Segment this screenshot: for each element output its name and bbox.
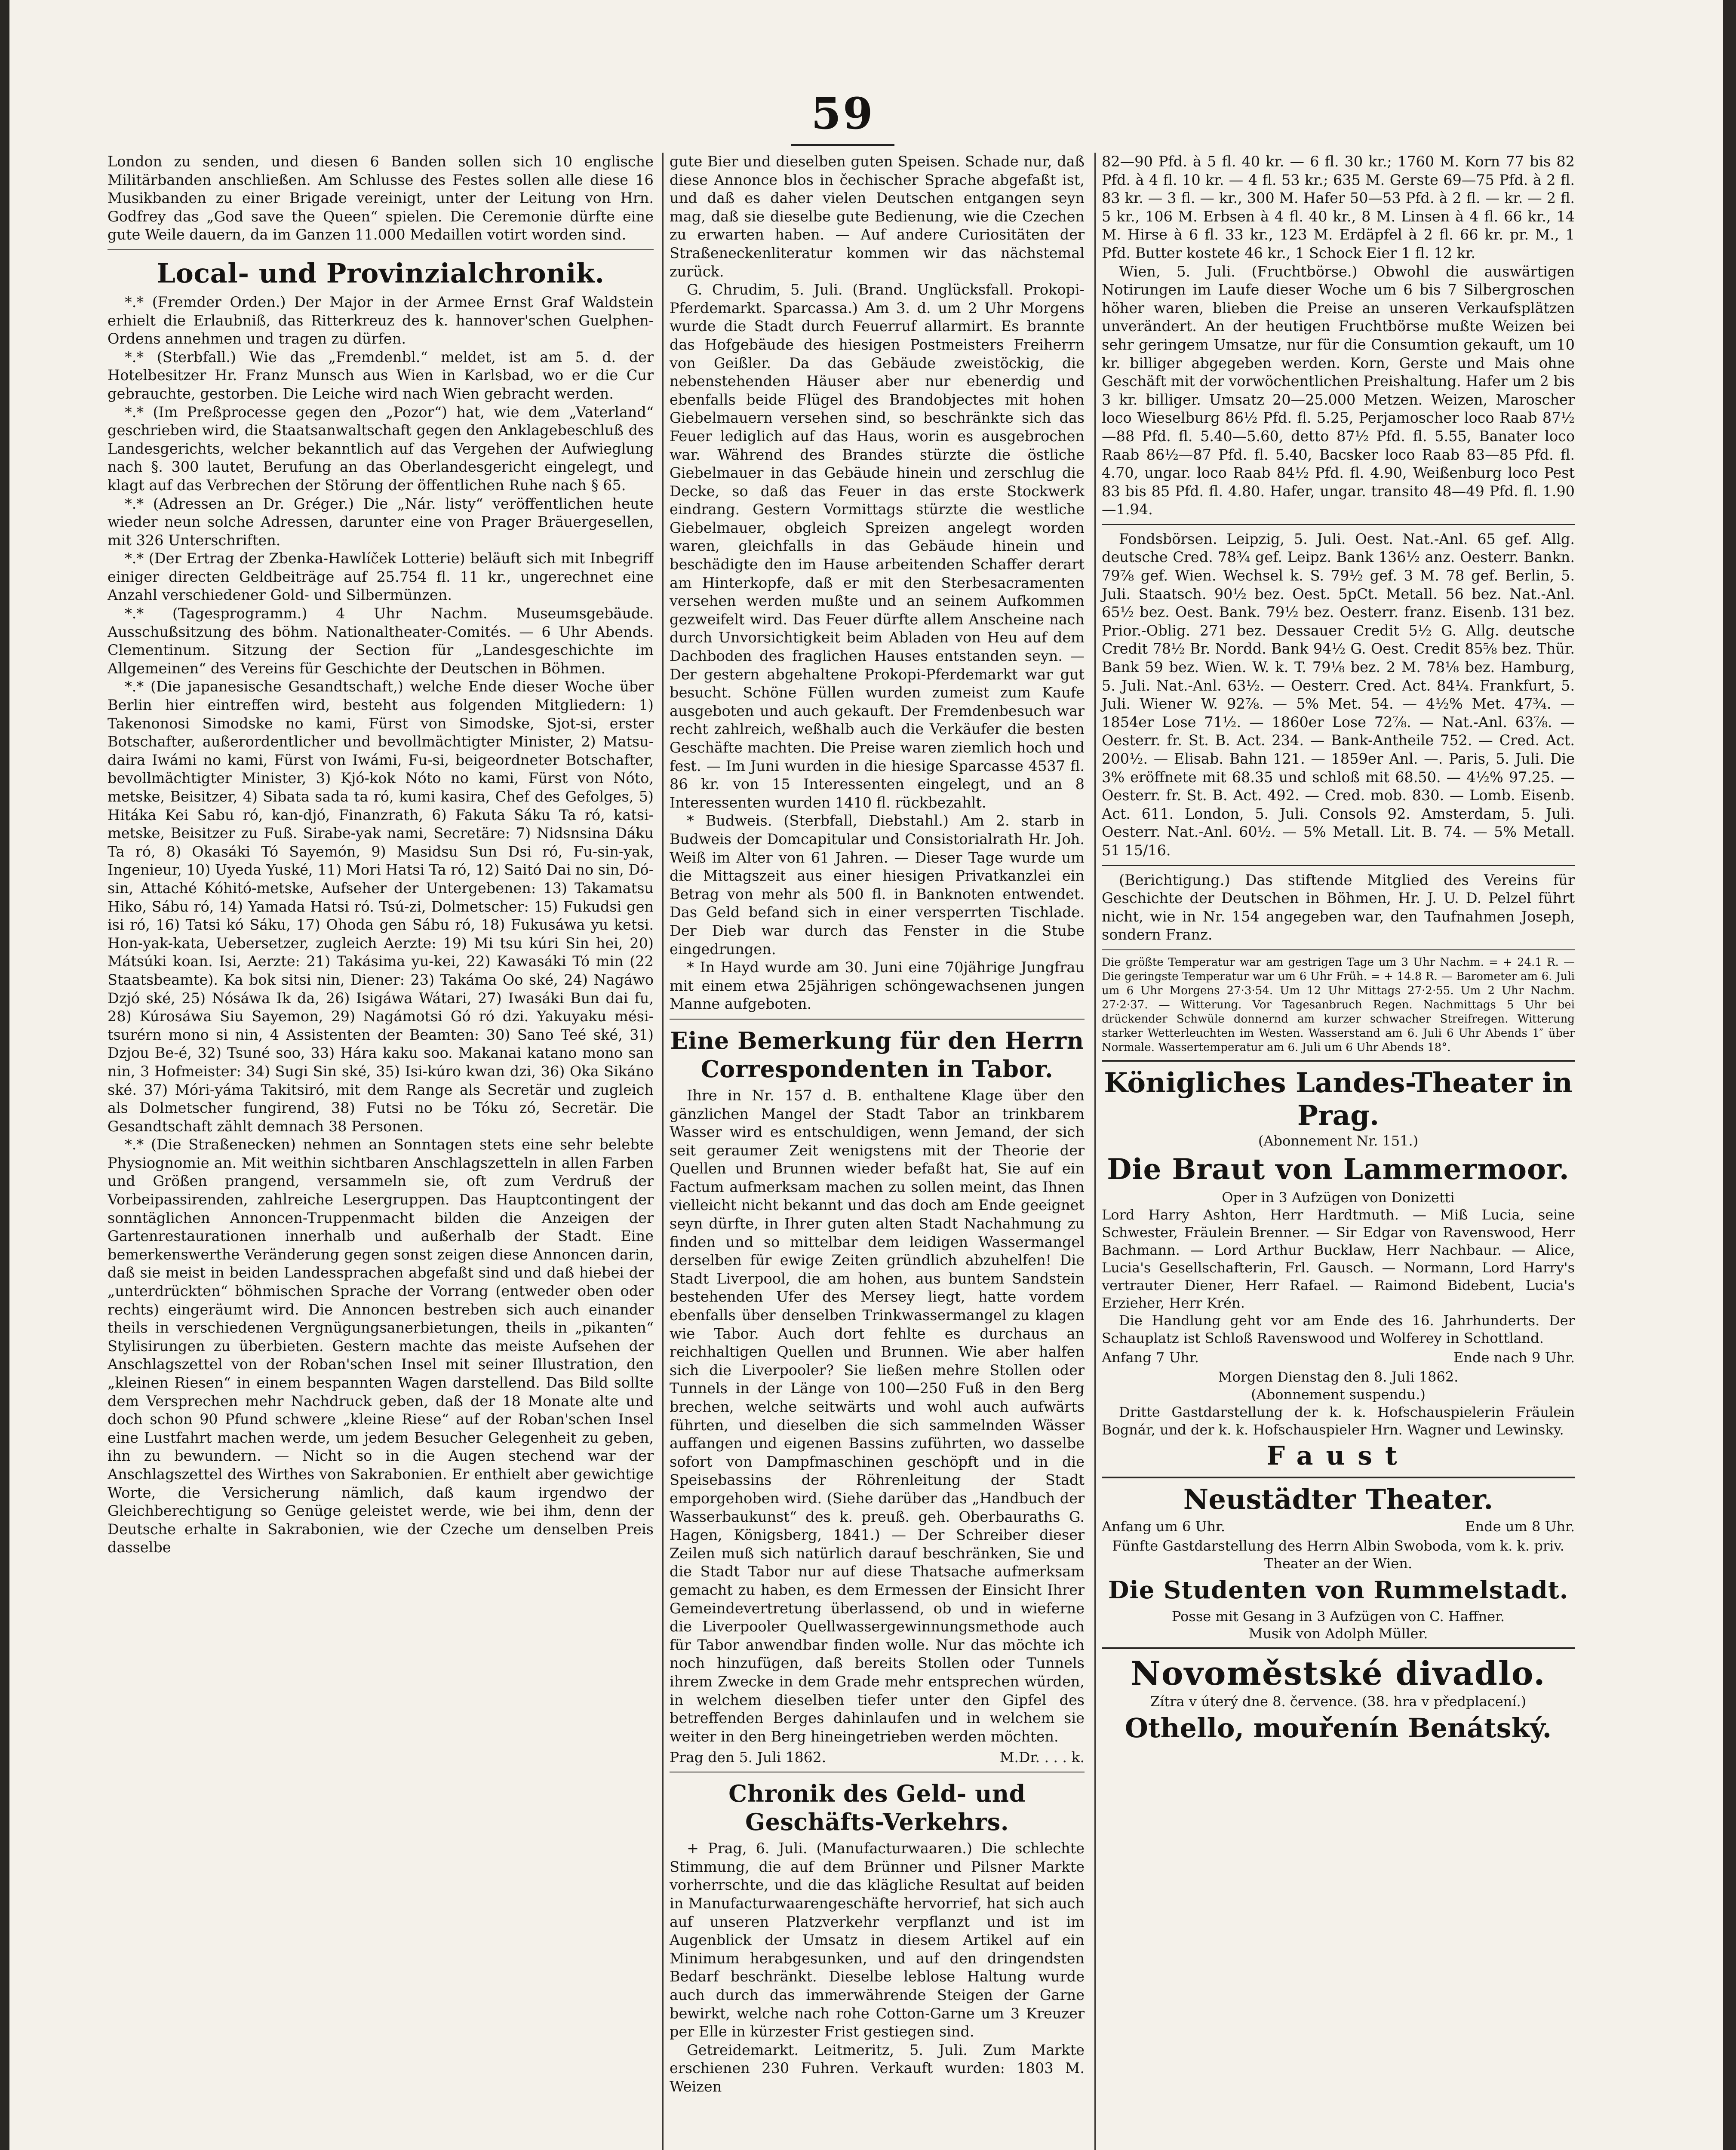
column-2 [662, 153, 1085, 2150]
weather-report: Die größte Temperatur war am gestrigen Tage um 3 Uhr Nachm. = + 24.1 R. — Die geringste Temperatur war um 6 Uhr Früh. = + 14.8 R. — Barometer am 6. Juli um 6 Uhr Morgens 27·3·54. Um 12 Uhr Mittags 27·2·55. Um 2 Uhr Nachm. 27·2·37. — Witterung. Vor Tagesanbruch Regen. Nachmittags 5 Uhr bei drückender Schwüle donnernd am kurzer schwacher Streifregen. Witterung starker Wetterleuchten im Westen. Wasserstand am 6. Juli 6 Uhr Abends 1″ über Normale. Wassertemperatur am 6. Juli um 6 Uhr Abends 18°. [1102, 955, 1575, 1054]
section-heading-local-chronicle: Local- und Provinzialchronik. [157, 257, 605, 289]
news-item: *.* (Im Preßprocesse gegen den „Pozor“) hat, wie dem „Vaterland“ geschrieben wird, die Staatsanwaltschaft gegen den Anklagebeschluß des Landesgerichts, welcher bekanntlich auf das Vergehen der Aufwieglung nach §. 300 lautet, Berufung an das Oberlandesgericht eingelegt, und klagt auf das Verbrechen der Störung der öffentlichen Ruhe nach § 65. [108, 403, 654, 494]
news-item: * In Hayd wurde am 30. Juni eine 70jährige Jungfrau mit einem etwa 25jährigen schöngewachsenen jungen Manne aufgeboten. [670, 959, 1085, 1013]
theatre-ad-novomestske [1102, 1654, 1575, 1745]
divider [1102, 865, 1575, 866]
divider [670, 1019, 1085, 1020]
show-times [1102, 1349, 1575, 1367]
news-item: *.* (Sterbfall.) Wie das „Fremdenbl.“ meldet, ist am 5. d. der Hotelbesitzer Hr. Franz Munsch aus Wien in Karlsbad, wo er die Cur gebrauchte, gestorben. Die Leiche wird nach Wien gebracht werden. [108, 348, 654, 402]
page-number: 59 [811, 88, 875, 139]
col1-intro: London zu senden, und diesen 6 Banden sollen sich 10 englische Militärbanden anschließen. Am Schlusse des Festes sollen alle diese 16 Musikbanden zu einer Brigade vereinigt, unter der Leitung von Hrn. Godfrey das „God save the Queen“ spielen. Die Ceremonie dürfte eine gute Weile dauern, da im Ganzen 11.000 Medaillen votirt worden sind. [108, 153, 654, 243]
market-report: Getreidemarkt. Leitmeritz, 5. Juli. Zum Markte erschienen 230 Fuhren. Verkauft wurden: 1803 M. Weizen [670, 2041, 1085, 2095]
news-item: *.* (Der Ertrag der Zbenka-Hawlíček Lotterie) beläuft sich mit Inbegriff einiger directen Geldbeiträge auf 25.754 fl. 11 kr., ungerechnet eine Anzahl verschiedener Gold- und Silbermünzen. [108, 550, 654, 604]
play-title: Die Braut von Lammermoor. [1107, 1152, 1570, 1186]
divider [1102, 1477, 1575, 1478]
news-item: *.* (Die Straßenecken) nehmen an Sonntagen stets eine sehr belebte Physiognomie an. Mit weithin sichtbaren Anschlagszetteln in allen Farben und Größen prangend, versammeln sie, oft zum Verdruß der Vorbeipassirenden, zahlreiche Lesergruppen. Das Hauptcontingent der sonntäglichen Annoncen-Truppenmacht bilden die Anzeigen der Gartenrestaurationen innerhalb und außerhalb der Stadt. Eine bemerkenswerthe Veränderung gegen sonst zeigen diese Annoncen darin, daß sie meist in beiden Landessprachen abgefaßt sind und daß hiebei der „unterdrückten“ böhmischen Sprache der Vorrang (entweder oben oder rechts) eingeräumt wird. Die Annoncen bestreben sich auch einander theils in verschiedenen Vergnügungsanerbietungen, theils in „pikanten“ Stylisirungen zu überbieten. Gestern machte das meiste Aufsehen der Anschlagszettel von der Roban'schen Insel mit seiner Illustration, den „kleinen Riesen“ in einem bespannten Wagen darstellend. Das Bild sollte dem Versprechen mehr Nachdruck geben, daß der 18 Monate alte und doch schon 90 Pfund schwere „kleine Riese“ auf der Roban'schen Insel eine Lustfahrt machen werde, um jedem Besucher Gelegenheit zu geben, ihn zu bewundern. — Nicht so in die Augen stechend war der Anschlagszettel des Wirthes von Sakrabonien. Er enthielt aber gewichtige Worte, die Versicherung nämlich, daß kaum irgendwo der Gleichberechtigung so Genüge geleistet werde, wie bei ihm, denn der Deutsche erhalte in Sakrabonien, wie der Czeche um denselben Preis dasselbe [108, 1136, 654, 1556]
bemerkung-text: Ihre in Nr. 157 d. B. enthaltene Klage über den gänzlichen Mangel der Stadt Tabor an trinkbarem Wasser wird es entschuldigen, wenn Jemand, der sich seit geraumer Zeit wenigstens mit der Theorie der Quellen und Brunnen wieder befaßt hat, Sie auf ein Factum aufmerksam machen zu sollen meint, das Ihnen vielleicht nicht bekannt und das doch am Ende geeignet seyn dürfte, in Ihrer guten alten Stadt Nachahmung zu finden und so mittelbar dem leidigen Wassermangel derselben für ewige Zeiten gründlich abzuhelfen! Die Stadt Liverpool, die am hohen, aus buntem Sandstein bestehenden Ufer des Mersey liegt, hatte vordem ebenfalls über denselben Trinkwassermangel zu klagen wie Tabor. Auch dort fehlte es durchaus an reichhaltigen Quellen und Brunnen. Wie aber halfen sich die Liverpooler? Sie ließen mehre Stollen oder Tunnels in der Länge von 100—250 Fuß in den Berg brechen, welche seitwärts und wohl auch aufwärts führten, und dieselben die sich sammelnden Wässer auffangen und eigenen Bassins zuführten, wo dasselbe sofort von Dampfmaschinen geschöpft und in die Speisebassins der Röhrenleitung der Stadt emporgehoben wird. (Siehe darüber das „Handbuch der Wasserbaukunst“ des k. preuß. geh. Oberbauraths G. Hagen, Königsberg, 1841.) — Der Schreiber dieser Zeilen muß sich natürlich darauf beschränken, Sie und die Stadt Tabor nur auf diese Thatsache aufmerksam gemacht zu haben, es dem Ermessen der Einsicht Ihrer Gemeindevertretung überlassend, ob und in wieferne die Liverpooler Quellwassergewinnungsmethode auch für Tabor anwendbar finden wolle. Nur das möchte ich noch hinzufügen, daß bereits Stollen oder Tunnels ihrem Zwecke in dem Grade mehr entsprechen würden, in welchem dieselben tiefer unter den Gipfel des betreffenden Berges dahinlaufen und in welchem sie weiter in den Berg hineingetrieben werden möchten. [670, 1087, 1085, 1745]
signature-name: M.Dr. . . . k. [999, 1749, 1085, 1766]
next-performance-text: Dritte Gastdarstellung der k. k. Hofschauspielerin Fräulein Bognár, und der k. k. Hofschauspieler Hrn. Wagner und Lewinsky. [1102, 1404, 1575, 1438]
theatre-ad-neustaedter [1102, 1484, 1575, 1642]
news-item: *.* (Adressen an Dr. Gréger.) Die „Nár. listy“ veröffentlichen heute wieder neun solche Adressen, darunter eine von Prager Bräuergesellen, mit 326 Unterschriften. [108, 495, 654, 549]
theatre-name: Neustädter Theater. [1183, 1483, 1493, 1516]
news-item: *.* (Fremder Orden.) Der Major in der Armee Ernst Graf Waldstein erhielt die Erlaubniß, das Ritterkreuz des k. hannover'schen Guelphen-Ordens annehmen und tragen zu dürfen. [108, 293, 654, 347]
divider [108, 249, 654, 250]
column-3 [1094, 153, 1575, 2150]
correction-notice: (Berichtigung.) Das stiftende Mitglied des Vereins für Geschichte der Deutschen in Böhmen, Hr. J. U. D. Pelzel führt nicht, wie in Nr. 154 angegeben war, den Taufnahmen Joseph, sondern Franz. [1102, 871, 1575, 943]
play-title: Die Studenten von Rummelstadt. [1108, 1576, 1569, 1604]
section-heading-geld-verkehr: Chronik des Geld- und Geschäfts-Verkehrs. [728, 1780, 1026, 1836]
performance-date: Zítra v úterý dne 8. července. (38. hra v předplacení.) [1150, 1693, 1527, 1710]
section-heading-bemerkung: Eine Bemerkung für den Herrn Correspondenten in Tabor. [670, 1026, 1084, 1083]
theatre-name: Novoměstské divadlo. [1131, 1654, 1546, 1692]
next-play-title: Faust [1266, 1440, 1410, 1471]
play-title: Othello, mouřenín Benátský. [1125, 1712, 1552, 1744]
page-number-rule [791, 144, 894, 146]
end-time: Ende nach 9 Uhr. [1453, 1349, 1575, 1366]
start-time: Anfang um 6 Uhr. [1102, 1518, 1226, 1535]
theatre-ad-landes-theater [1102, 1067, 1575, 1471]
page-edge-left [0, 0, 9, 2150]
news-item: * Budweis. (Sterbfall, Diebstahl.) Am 2. starb in Budweis der Domcapitular und Consistorialrath Hr. Joh. Weiß im Alter von 61 Jahren. — Dieser Tage wurde um die Mittagszeit aus einer hiesigen Privatkanzlei ein Betrag von mehr als 500 fl. in Banknoten entwendet. Das Geld befand sich in einer versperrten Tischlade. Der Dieb war durch das Fenster in die Stube eingedrungen. [670, 812, 1085, 958]
column-1 [108, 153, 654, 2150]
market-report: + Prag, 6. Juli. (Manufacturwaaren.) Die schlechte Stimmung, die auf dem Brünner und Pilsner Markte vorherrschte, und die das klägliche Resultat auf beiden in Manufacturwaarengeschäfte hervorrief, hat sich auch auf unseren Platzverkehr verpflanzt und ist im Augenblick der Umsatz in diesem Artikel auf ein Minimum herabgesunken, und auf den dringendsten Bedarf beschränkt. Dieselbe leblose Haltung wurde auch durch das immerwährende Steigen der Garne bewirkt, welche nach rohe Cotton-Garne um 3 Kreuzer per Elle in kürzester Frist gestiegen sind. [670, 1840, 1085, 2040]
theatre-name: Königliches Landes-Theater in Prag. [1104, 1066, 1573, 1132]
signature-place: Prag den 5. Juli 1862. [670, 1749, 827, 1766]
divider [1102, 1647, 1575, 1649]
next-performance-date: Morgen Dienstag den 8. Juli 1862. [1218, 1368, 1459, 1385]
market-report: 82—90 Pfd. à 5 fl. 40 kr. — 6 fl. 30 kr.; 1760 M. Korn 77 bis 82 Pfd. à 4 fl. 10 kr. — 4 fl. 53 kr.; 635 M. Gerste 69—75 Pfd. à 2 fl. 83 kr. — 3 fl. — kr., 300 M. Hafer 50—53 Pfd. à 2 fl. — kr. — 2 fl. 5 kr., 106 M. Erbsen à 4 fl. 40 kr., 8 M. Linsen à 4 fl. 66 kr., 14 M. Hirse à 6 fl. 33 kr., 123 M. Erdäpfel à 2 fl. 66 kr. pr. M., 1 Pfd. Butter kostete 46 kr., 1 Schock Eier 1 fl. 12 kr. [1102, 153, 1575, 261]
show-times [1102, 1518, 1575, 1536]
start-time: Anfang 7 Uhr. [1102, 1349, 1199, 1366]
news-item: *.* (Die japanesische Gesandtschaft,) welche Ende dieser Woche über Berlin hier eintreffen wird, besteht aus folgenden Mitgliedern: 1) Takenonosi Simodske no kami, Fürst von Simodske, Sjot-si, erster Botschafter, außerordentlicher und bevollmächtigter Minister, 2) Matsu-daira Iwámi no kami, Fürst von Iwámi, Fu-si, beigeordneter Botschafter, bevollmächtigter Minister, 3) Kjó-kok Nóto no kami, Fürst von Nóto, metske, Beisitzer, 4) Sibata sada ta ró, kumi kasira, Chef des Gefolges, 5) Hitáka Kei Sabu ró, kan-djó, Finanzrath, 6) Fakuta Sáku Ta ró, katsi-metske, Beisitzer zu Fuß. Sirabe-yak nami, Secretäre: 7) Nidsnsina Dáku Ta ró, 8) Okasáki Tó Sayemón, 9) Masidsu Sun Dsi ró, Fu-sin-yak, Ingenieur, 10) Uyeda Yuské, 11) Mori Hatsi Ta ró, 12) Saitó Dai no sin, Dó-sin, Attaché Kóhitó-metske, Aufseher der Untergebenen: 13) Takamatsu Hiko, Sábu ró, 14) Yamada Hatsi ró. Tsú-zi, Dolmetscher: 15) Fukudsi gen isi ró, 16) Tatsi kó Sáku, 17) Ohoda gen Sábu ró, 18) Fukusáwa yu ketsi. Hon-yak-kata, Uebersetzer, zugleich Aerzte: 19) Mi tsu kúri Sin hei, 20) Mátsúki koan. Isi, Aerzte: 21) Takásima yu-kei, 22) Kawasáki Tó min (22 Staatsbeamte). Ka bok sitsi nin, Diener: 23) Takáma Oo ské, 24) Nagáwo Dzjó ské, 25) Nósáwa Ik da, 26) Isigáwa Wátari, 27) Iwasáki Bun dai fu, 28) Kúrosáwa Siu Sayemon, 29) Nagámotsi Gó ró dzi. Yakuyaku mési-tsurérn mono si nin, 4 Assistenten der Beamten: 30) Sano Teé ské, 31) Dzjou Be-é, 32) Tsuné soo, 33) Hára kaku soo. Makanai katano mono san nin, 3 Hofmeister: 34) Sugi Sin ské, 35) Isi-kúro kwan dzi, 36) Oka Sikáno ské. 37) Móri-yáma Takitsiró, mit dem Range als Secretär und zugleich als Dolmetscher fungirend, 38) Futsi no be Tóku zó, Secretär. Die Gesandtschaft zählt demnach 38 Personen. [108, 678, 654, 1135]
divider [1102, 524, 1575, 525]
play-setting: Die Handlung geht vor am Ende des 16. Jahrhunderts. Der Schauplatz ist Schloß Ravenswood und Wolferey in Schottland. [1102, 1312, 1575, 1346]
divider [1102, 1060, 1575, 1062]
news-item: G. Chrudim, 5. Juli. (Brand. Unglücksfall. Prokopi-Pferdemarkt. Sparcassa.) Am 3. d. um 2 Uhr Morgens wurde die Stadt durch Feuerruf allarmirt. Es brannte das Hofgebäude des hiesigen Postmeisters Freiherrn von Geißler. Da das Gebäude zweistöckig, die nebenstehenden Häuser aber nur ebenerdig und ebenfalls beide Flügel des Brandobjectes mit hohen Giebelmauern versehen sind, so beschränkte sich das Feuer lediglich auf das Haus, worin es ausgebrochen war. Während des Brandes stürzte die östliche Giebelmauer in das Gebäude hinein und zerschlug die Decke, so daß das Feuer in das erste Stockwerk eindrang. Gestern Vormittags stürzte die westliche Giebelmauer, obgleich Spreizen angelegt worden waren, gleichfalls in das Gebäude hinein und beschädigte den im Hause arbeitenden Schaffer derart am Hinterkopfe, daß er mit den Sterbesacramenten versehen werden mußte und an seinem Aufkommen gezweifelt wird. Das Feuer dürfte allem Anscheine nach durch Unvorsichtigkeit beim Abladen von Heu auf dem Dachboden des fraglichen Hauses entstanden seyn. — Der gestern abgehaltene Prokopi-Pferdemarkt war gut besucht. Schöne Füllen wurden zumeist zum Kaufe ausgeboten und auch gekauft. Der Fremdenbesuch war recht zahlreich, weßhalb auch die Verkäufer die besten Geschäfte machten. Die Preise waren ziemlich hoch und fest. — Im Juni wurden in die hiesige Sparcasse 4537 fl. 86 kr. von 15 Interessenten eingelegt, und an 8 Interessenten wurden 1410 fl. rückbezahlt. [670, 281, 1085, 811]
cast-list: Lord Harry Ashton, Herr Hardtmuth. — Miß Lucia, seine Schwester, Fräulein Brenner. — Sir Edgar von Ravenswood, Herr Bachmann. — Lord Arthur Bucklaw, Herr Nachbaur. — Alice, Lucia's Gesellschafterin, Frl. Gausch. — Normann, Lord Harry's vertrauter Diener, Herr Rafael. — Raimond Bidebent, Lucia's Erzieher, Herr Krén. [1102, 1206, 1575, 1311]
news-item: *.* (Tagesprogramm.) 4 Uhr Nachm. Museumsgebäude. Ausschußsitzung des böhm. Nationaltheater-Comités. — 6 Uhr Abends. Clementinum. Sitzung der Section für „Landesgeschichte im Allgemeinen“ des Vereins für Geschichte der Deutschen in Böhmen. [108, 605, 654, 677]
play-genre: Oper in 3 Aufzügen von Donizetti [1222, 1189, 1455, 1206]
abonnement-note: (Abonnement suspendu.) [1251, 1386, 1426, 1403]
play-genre: Posse mit Gesang in 3 Aufzügen von C. Haffner. [1171, 1608, 1505, 1625]
col2-continuation: gute Bier und dieselben guten Speisen. Schade nur, daß diese Annonce blos in čechischer Sprache abgefaßt ist, und daß es daher vielen Deutschen entgangen seyn mag, daß sie dieselbe gute Bedienung, wie die Czechen zu erwarten haben. — Auf andere Curiositäten der Straßeneckenliteratur kommen wir das nächstemal zurück. [670, 153, 1085, 280]
abonnement-note: (Abonnement Nr. 151.) [1258, 1132, 1419, 1149]
signature-line [670, 1748, 1085, 1766]
divider [1102, 949, 1575, 950]
end-time: Ende um 8 Uhr. [1465, 1518, 1575, 1535]
guest-performance-text: Fünfte Gastdarstellung des Herrn Albin Swoboda, vom k. k. priv. Theater an der Wien. [1112, 1537, 1564, 1572]
market-report: Wien, 5. Juli. (Fruchtbörse.) Obwohl die auswärtigen Notirungen im Laufe dieser Woche um 6 bis 7 Silbergroschen höher waren, blieben die Preise an unseren Verkaufsplätzen unverändert. An der heutigen Fruchtbörse mußte Weizen bei sehr geringem Umsatze, nur für die Consumtion gekauft, um 10 kr. billiger abgegeben werden. Korn, Gerste und Mais ohne Geschäft mit der vorwöchentlichen Preishaltung. Hafer um 2 bis 3 kr. billiger. Umsatz 20—25.000 Metzen. Weizen, Maroscher loco Wieselburg 86½ Pfd. fl. 5.25, Perjamoscher loco Raab 87½—88 Pfd. fl. 5.40—5.60, detto 87½ Pfd. fl. 5.55, Banater loco Raab 86½—87 Pfd. fl. 5.40, Bacsker loco Raab 83—85 Pfd. fl. 4.70, ungar. loco Raab 84½ Pfd. fl. 4.90, Weißenburg loco Pest 83 bis 85 Pfd. fl. 4.80. Hafer, ungar. transito 48—49 Pfd. fl. 1.90—1.94. [1102, 263, 1575, 518]
page-edge-right [1723, 0, 1736, 2150]
stock-exchange-report: Fondsbörsen. Leipzig, 5. Juli. Oest. Nat.-Anl. 65 gef. Allg. deutsche Cred. 78¾ gef. Leipz. Bank 136½ anz. Oesterr. Bankn. 79⅞ gef. Wien. Wechsel k. S. 79½ gef. 3 M. 78 gef. Berlin, 5. Juli. Staatsch. 90½ bez. Oest. 5pCt. Metall. 56 bez. Nat.-Anl. 65½ bez. Oest. Bank. 79½ bez. Oesterr. franz. Eisenb. 131 bez. Prior.-Oblig. 271 bez. Dessauer Credit 5½ G. Allg. deutsche Credit 78½ Br. Nordd. Bank 94½ G. Oest. Credit 85⅝ bez. Thür. Bank 59 bez. Wien. W. k. T. 79⅛ bez. 2 M. 78⅛ bez. Hamburg, 5. Juli. Nat.-Anl. 63½. — Oesterr. Cred. Act. 84¼. Frankfurt, 5. Juli. Wiener W. 92⅞. — 5% Met. 54. — 4½% Met. 47¾. — 1854er Lose 71½. — 1860er Lose 72⅞. — Nat.-Anl. 63⅞. — Oesterr. fr. St. B. Act. 234. — Bank-Antheile 752. — Cred. Act. 200½. — Elisab. Bahn 121. — 1859er Anl. —. Paris, 5. Juli. Die 3% eröffnete mit 68.35 und schloß mit 68.50. — 4½% 97.25. — Oesterr. fr. St. B. Act. 492. — Cred. mob. 830. — Lomb. Eisenb. Act. 611. London, 5. Juli. Consols 92. Amsterdam, 5. Juli. Oesterr. Nat.-Anl. 60½. — 5% Metall. Lit. B. 74. — 5% Metall. 51 15/16. [1102, 530, 1575, 859]
play-music: Musik von Adolph Müller. [1248, 1625, 1428, 1642]
